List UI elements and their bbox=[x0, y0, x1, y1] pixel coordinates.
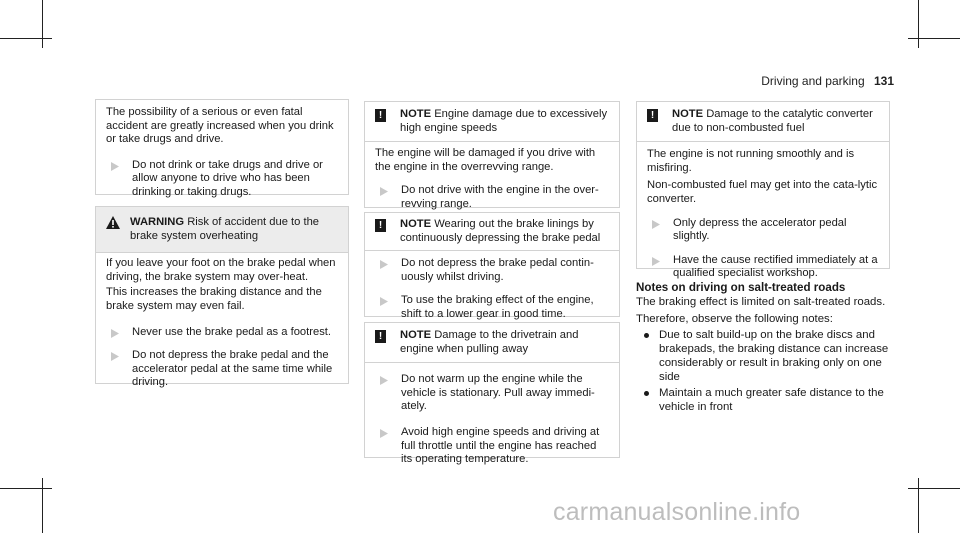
section-body-2: Therefore, observe the following notes: bbox=[636, 313, 833, 325]
crop-mark bbox=[0, 488, 52, 489]
note-item-text: Avoid high engine speeds and driving at full throttle until the engine has reached its operating temperature. bbox=[401, 425, 600, 466]
warning-body-2: This increases the braking distance and the brake system may even fail. bbox=[106, 286, 322, 312]
crop-mark bbox=[908, 38, 960, 39]
crop-mark bbox=[42, 478, 43, 533]
warning-box bbox=[95, 206, 349, 389]
bullet-text: Due to salt build-up on the brake discs and brakepads, the braking distance can increase considerably or result in braking only on one side bbox=[659, 329, 889, 383]
note-title: Engine damage due to excessively high engine speeds bbox=[400, 108, 608, 134]
section-heading: Notes on driving on salt-treated roads bbox=[636, 281, 846, 294]
list-item bbox=[636, 328, 892, 384]
bullet-list bbox=[636, 328, 892, 414]
list-item bbox=[365, 420, 619, 475]
warning-item-text: Never use the brake pedal as a footrest. bbox=[132, 325, 332, 338]
page-header bbox=[761, 74, 894, 88]
note-box bbox=[636, 101, 890, 280]
arrow-right-icon bbox=[110, 329, 120, 338]
arrow-right-icon bbox=[379, 376, 389, 385]
note-item-text: Do not warm up the engine while the vehicle is stationary. Pull away immedi-ately. bbox=[401, 373, 595, 413]
crop-mark bbox=[918, 478, 919, 533]
note-item-text: Only depress the accelerator pedal slightly. bbox=[673, 216, 847, 243]
note-title: Damage to the catalytic converter due to non-combusted fuel bbox=[672, 108, 873, 134]
list-item bbox=[637, 211, 889, 248]
intro-box bbox=[95, 99, 349, 198]
exclamation-icon: ! bbox=[375, 109, 386, 122]
section-title: Driving and parking bbox=[761, 74, 865, 88]
note-body: The engine will be damaged if you drive with the engine in the overrevving range. bbox=[375, 147, 596, 173]
arrow-right-icon bbox=[651, 257, 661, 266]
crop-mark bbox=[0, 38, 52, 39]
note-item-text: To use the braking effect of the engine, shift to a lower gear in good time. bbox=[401, 294, 594, 320]
list-item bbox=[365, 363, 619, 420]
note-item-text: Have the cause rectified immediately at a qualified specialist workshop. bbox=[673, 253, 878, 280]
list-item bbox=[365, 251, 619, 288]
exclamation-icon: ! bbox=[375, 330, 386, 343]
section-body-1: The braking effect is limited on salt-treated roads. bbox=[636, 296, 886, 308]
crop-mark bbox=[908, 488, 960, 489]
note-label: NOTE bbox=[400, 108, 432, 120]
arrow-right-icon bbox=[379, 297, 389, 306]
crop-mark bbox=[42, 0, 43, 48]
arrow-right-icon bbox=[651, 220, 661, 229]
list-item bbox=[96, 155, 348, 208]
intro-item-text: Do not drink or take drugs and drive or allow anyone to drive who has been drinking or taking drugs. bbox=[132, 158, 323, 198]
note-box bbox=[364, 101, 620, 208]
note-title: Damage to the drivetrain and engine when pulling away bbox=[400, 329, 579, 355]
warning-title: Risk of accident due to the brake system overheating bbox=[130, 216, 320, 242]
crop-mark bbox=[918, 0, 919, 48]
note-label: NOTE bbox=[400, 329, 432, 341]
warning-item-text: Do not depress the brake pedal and the accelerator pedal at the same time while driving. bbox=[132, 349, 333, 389]
note-label: NOTE bbox=[400, 218, 432, 230]
note-body-2: Non-combusted fuel may get into the cata-lytic converter. bbox=[647, 179, 878, 205]
note-item-text: Do not depress the brake pedal contin-uously whilst driving. bbox=[401, 257, 594, 283]
note-body-1: The engine is not running smoothly and is misfiring. bbox=[647, 148, 855, 174]
note-box bbox=[364, 322, 620, 466]
exclamation-icon: ! bbox=[647, 109, 658, 122]
bullet-icon bbox=[644, 391, 649, 396]
arrow-right-icon bbox=[379, 260, 389, 269]
salt-roads-section bbox=[636, 281, 892, 414]
note-label: NOTE bbox=[672, 108, 704, 120]
bullet-text: Maintain a much greater safe distance to the vehicle in front bbox=[659, 387, 884, 413]
warning-triangle-icon bbox=[106, 216, 120, 229]
arrow-right-icon bbox=[379, 429, 389, 438]
bullet-icon bbox=[644, 333, 649, 338]
intro-text: The possibility of a serious or even fatal accident are greatly increased when you drink or take drugs and drive. bbox=[106, 106, 334, 146]
arrow-right-icon bbox=[110, 352, 120, 361]
list-item bbox=[96, 345, 348, 398]
list-item bbox=[636, 386, 892, 414]
page-number: 131 bbox=[873, 74, 894, 88]
note-item-text: Do not drive with the engine in the over-revving range. bbox=[401, 184, 599, 210]
exclamation-icon: ! bbox=[375, 219, 386, 232]
arrow-right-icon bbox=[110, 162, 120, 171]
arrow-right-icon bbox=[379, 187, 389, 196]
warning-body-1: If you leave your foot on the brake pedal when driving, the brake system may over-heat. bbox=[106, 257, 336, 283]
list-item bbox=[96, 322, 348, 346]
note-title: Wearing out the brake linings by continuously depressing the brake pedal bbox=[400, 218, 601, 244]
watermark: carmanualsonline.info bbox=[553, 498, 801, 526]
note-box bbox=[364, 212, 620, 320]
warning-label: WARNING bbox=[130, 216, 185, 228]
